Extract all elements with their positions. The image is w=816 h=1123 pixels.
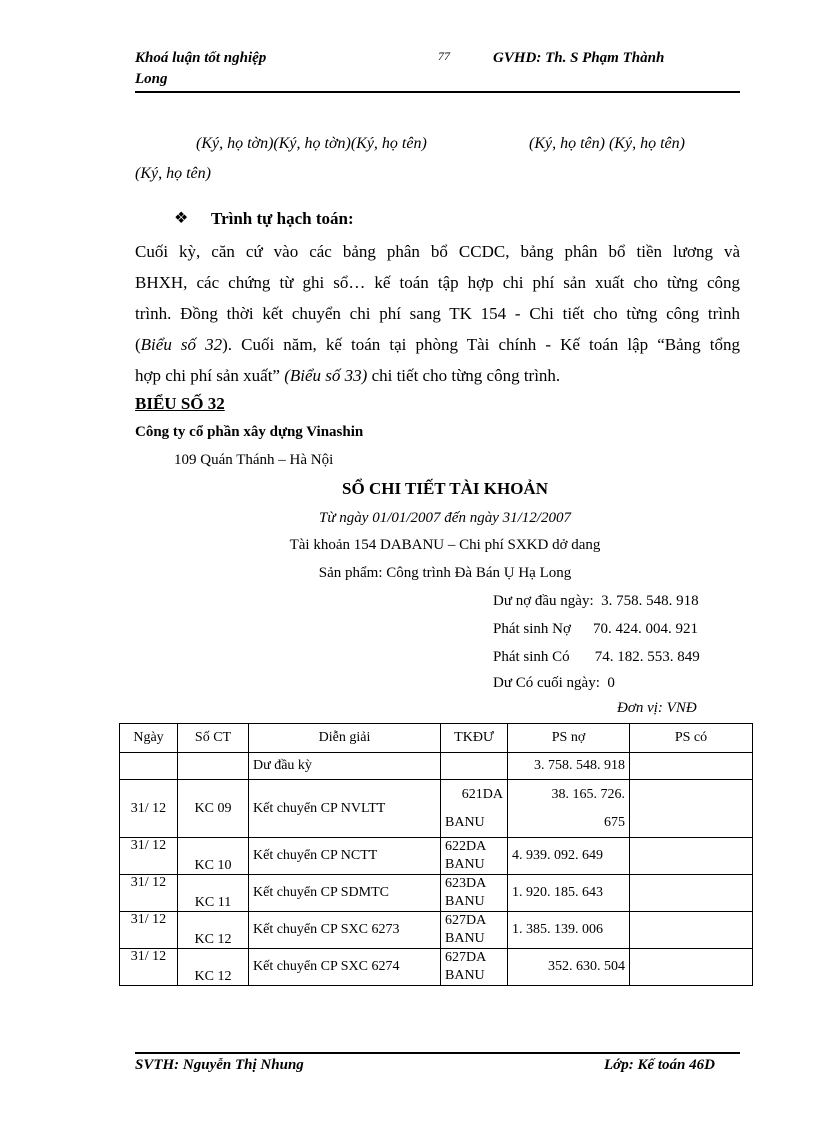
footer-rule: [135, 1052, 740, 1054]
cell-description: Kết chuyển CP SXC 6273: [249, 912, 441, 949]
cell-credit: [630, 875, 753, 912]
cell-doc: KC 12: [178, 912, 249, 949]
debit-total: [493, 621, 698, 638]
cell-credit: [630, 780, 753, 838]
table-row: [120, 949, 753, 986]
cell-doc: [178, 753, 249, 780]
bullet-icon: ❖: [174, 210, 189, 227]
cell-debit: 1. 385. 139. 006: [508, 912, 630, 949]
header-description: Diễn giải: [249, 724, 441, 753]
footer-class: Lớp: Kế toán 46D: [604, 1057, 715, 1073]
account-line: 627DA: [445, 950, 487, 965]
ledger-account: Tài khoản 154 DABANU – Chi phí SXKD dở dang: [289, 537, 601, 553]
account-line: 621DA: [461, 786, 503, 802]
header-rule: [135, 91, 740, 93]
reference-bieu-33: (Biểu số 33): [284, 366, 368, 385]
account-line: 623DA: [445, 876, 487, 891]
account-line: 627DA: [445, 913, 487, 928]
header-right: GVHD: Th. S Phạm Thành: [493, 50, 665, 66]
cell-doc: KC 10: [178, 838, 249, 875]
cell-date: [120, 753, 178, 780]
cell-counter-account: [441, 838, 508, 875]
credit-value: 74. 182. 553. 849: [594, 649, 700, 665]
credit-label: Phát sinh Có: [493, 649, 570, 665]
page-number: 77: [438, 49, 450, 63]
signature-line-3: (Ký, họ tên): [135, 165, 211, 182]
cell-doc: KC 12: [178, 949, 249, 986]
cell-credit: [630, 912, 753, 949]
signature-line-1: (Ký, họ tờn)(Ký, họ tờn)(Ký, họ tên): [196, 135, 427, 152]
reference-bieu-32: Biểu số 32: [140, 335, 223, 354]
account-line: BANU: [445, 968, 485, 983]
debit-line: 38. 165. 726.: [551, 786, 625, 802]
ledger-period: Từ ngày 01/01/2007 đến ngày 31/12/2007: [319, 510, 571, 526]
credit-total: [493, 649, 700, 666]
cell-counter-account: [441, 949, 508, 986]
header-debit: PS nợ: [508, 724, 630, 753]
table-row: [120, 912, 753, 949]
ledger-title: SỔ CHI TIẾT TÀI KHOẢN: [342, 479, 548, 498]
header-counter-account: TKĐƯ: [441, 724, 508, 753]
debit-label: Phát sinh Nợ: [493, 621, 571, 637]
debit-line: 675: [604, 814, 625, 830]
debit-value: 70. 424. 004. 921: [592, 621, 698, 637]
closing-balance: [493, 675, 615, 692]
header-left-line2: Long: [135, 71, 168, 87]
paragraph-line-5: [135, 360, 740, 391]
cell-counter-account: [441, 780, 508, 838]
cell-debit: 1. 920. 185. 643: [508, 875, 630, 912]
paragraph-text: hợp chi phí sản xuất”: [135, 366, 285, 385]
account-line: BANU: [445, 894, 485, 909]
cell-date: 31/ 12: [120, 838, 178, 875]
table-row: [120, 838, 753, 875]
currency-unit: Đơn vị: VNĐ: [617, 700, 697, 716]
header-doc: Số CT: [178, 724, 249, 753]
account-line: BANU: [445, 857, 485, 872]
section-title: Trình tự hạch toán:: [211, 209, 354, 228]
cell-date: 31/ 12: [120, 912, 178, 949]
cell-debit: 352. 630. 504: [508, 949, 630, 986]
account-line: BANU: [445, 931, 485, 946]
company-name: Công ty cổ phần xây dựng Vinashin: [135, 424, 364, 440]
cell-counter-account: [441, 875, 508, 912]
form-label: BIỂU SỐ 32: [135, 394, 225, 413]
cell-counter-account: [441, 753, 508, 780]
ledger-table: [119, 723, 753, 986]
table-header-row: [120, 724, 753, 753]
paragraph-line-2: BHXH, các chứng từ ghi sổ… kế toán tập hợp chi phí sản xuất cho từng công: [135, 273, 740, 292]
table-row: [120, 753, 753, 780]
paragraph-text: ). Cuối năm, kế toán tại phòng Tài chính - Kế toán lập “Bảng tổng: [222, 335, 740, 354]
cell-debit: 3. 758. 548. 918: [508, 753, 630, 780]
cell-description: Kết chuyển CP SDMTC: [249, 875, 441, 912]
closing-value: 0: [607, 675, 615, 691]
cell-date: 31/ 12: [120, 949, 178, 986]
body-paragraph: [135, 236, 740, 391]
cell-description: Dư đầu kỳ: [249, 753, 441, 780]
cell-date: 31/ 12: [120, 875, 178, 912]
table-row: [120, 875, 753, 912]
cell-credit: [630, 753, 753, 780]
cell-doc: KC 11: [178, 875, 249, 912]
footer-student: SVTH: Nguyễn Thị Nhung: [135, 1057, 304, 1073]
cell-description: Kết chuyển CP NVLTT: [249, 780, 441, 838]
cell-debit: [508, 780, 630, 838]
paragraph-line-3: trình. Đồng thời kết chuyển chi phí sang TK 154 - Chi tiết cho từng công trình: [135, 304, 740, 323]
cell-date: 31/ 12: [120, 780, 178, 838]
header-date: Ngày: [120, 724, 178, 753]
paragraph-line-1: Cuối kỳ, căn cứ vào các bảng phân bổ CCDC, bảng phân bổ tiền lương và: [135, 242, 740, 261]
cell-description: Kết chuyển CP SXC 6274: [249, 949, 441, 986]
cell-counter-account: [441, 912, 508, 949]
account-line: 622DA: [445, 839, 487, 854]
cell-credit: [630, 838, 753, 875]
opening-value: 3. 758. 548. 918: [601, 593, 699, 609]
cell-credit: [630, 949, 753, 986]
opening-label: Dư nợ đầu ngày:: [493, 593, 594, 609]
cell-doc: KC 09: [178, 780, 249, 838]
header-credit: PS có: [630, 724, 753, 753]
ledger-product: Sản phẩm: Công trình Đà Bán Ụ Hạ Long: [318, 565, 572, 581]
account-line: BANU: [445, 814, 485, 830]
header-left-line1: Khoá luận tốt nghiệp: [135, 50, 267, 66]
company-address: 109 Quán Thánh – Hà Nội: [174, 452, 334, 468]
cell-description: Kết chuyển CP NCTT: [249, 838, 441, 875]
signature-line-2: (Ký, họ tên) (Ký, họ tên): [529, 135, 685, 152]
opening-balance: [493, 593, 699, 610]
paragraph-text: (: [135, 335, 141, 354]
closing-label: Dư Có cuối ngày:: [493, 675, 600, 691]
cell-debit: 4. 939. 092. 649: [508, 838, 630, 875]
table-row: [120, 780, 753, 838]
paragraph-text: chi tiết cho từng công trình.: [367, 366, 561, 385]
paragraph-line-4: [135, 329, 740, 360]
